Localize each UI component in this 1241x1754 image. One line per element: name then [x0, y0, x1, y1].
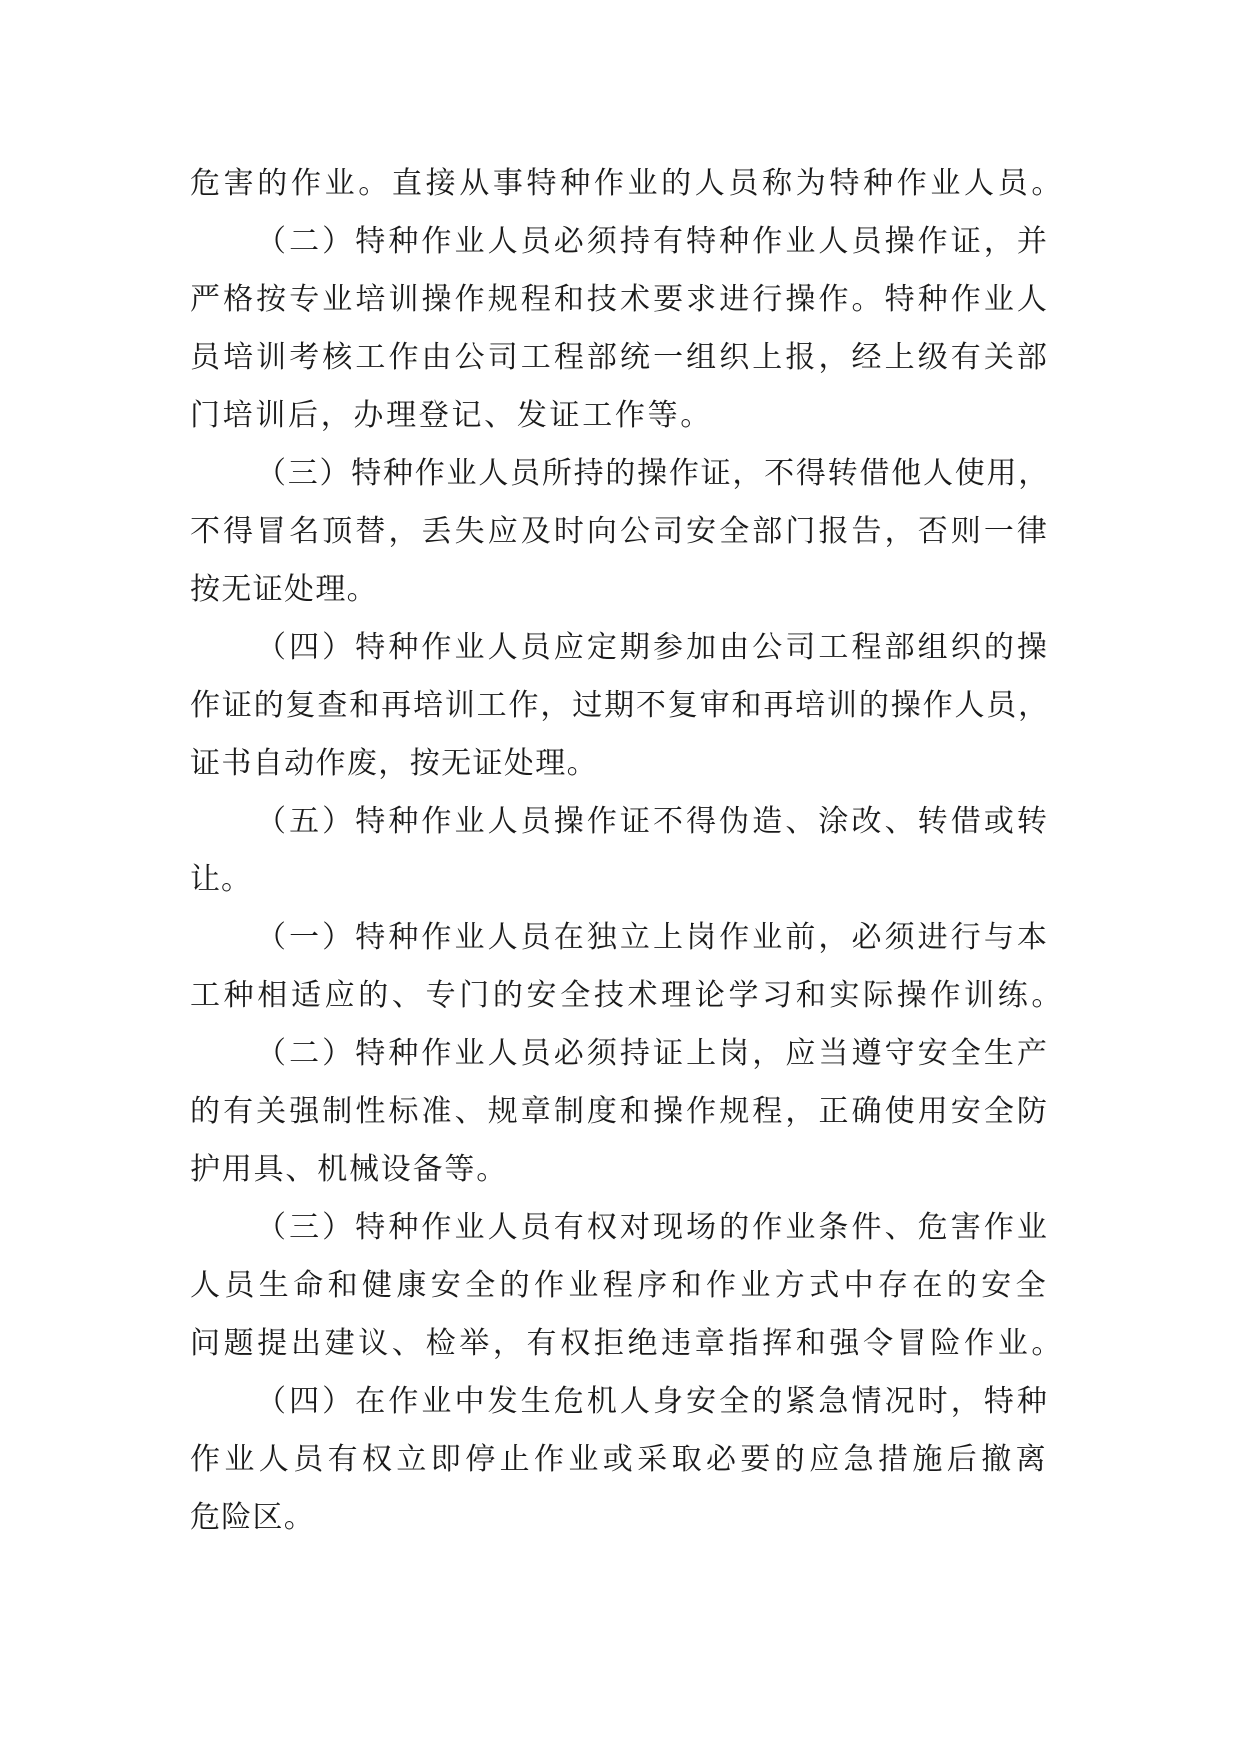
- line-text: （四）在作业中发生危机人身安全的紧急情况时，特种: [256, 1384, 1050, 1419]
- line-text: 工种相适应的、专门的安全技术理论学习和实际操作训练。: [190, 978, 1065, 1013]
- line-text: 问题提出建议、检举，有权拒绝违章指挥和强令冒险作业。: [190, 1326, 1065, 1361]
- text-line: [0, 1318, 1241, 1370]
- text-line: [0, 274, 1241, 326]
- text-line: [0, 216, 1241, 268]
- line-text: 作证的复查和再培训工作，过期不复审和再培训的操作人员，: [190, 688, 1050, 723]
- line-text: 的有关强制性标准、规章制度和操作规程，正确使用安全防: [190, 1094, 1050, 1129]
- line-text: 让。: [190, 862, 252, 897]
- text-line: [0, 970, 1241, 1022]
- text-line: [0, 390, 1241, 442]
- text-line: [0, 912, 1241, 964]
- text-line: [0, 854, 1241, 906]
- line-text: （三）特种作业人员所持的操作证，不得转借他人使用，: [256, 456, 1050, 491]
- text-line: [0, 1260, 1241, 1312]
- line-text: 危害的作业。直接从事特种作业的人员称为特种作业人员。: [190, 166, 1065, 201]
- line-text: 作业人员有权立即停止作业或采取必要的应急措施后撤离: [190, 1442, 1050, 1477]
- text-line: [0, 738, 1241, 790]
- line-text: 严格按专业培训操作规程和技术要求进行操作。特种作业人: [190, 282, 1050, 317]
- line-text: （四）特种作业人员应定期参加由公司工程部组织的操: [256, 630, 1050, 665]
- line-text: 护用具、机械设备等。: [190, 1152, 508, 1187]
- text-line: [0, 158, 1241, 210]
- line-text: 按无证处理。: [190, 572, 378, 607]
- line-text: （五）特种作业人员操作证不得伪造、涂改、转借或转: [256, 804, 1050, 839]
- line-text: （一）特种作业人员在独立上岗作业前，必须进行与本: [256, 920, 1050, 955]
- text-line: [0, 1376, 1241, 1428]
- line-text: 危险区。: [190, 1500, 315, 1535]
- text-line: [0, 796, 1241, 848]
- line-text: 不得冒名顶替，丢失应及时向公司安全部门报告，否则一律: [190, 514, 1050, 549]
- text-line: [0, 1434, 1241, 1486]
- text-line: [0, 1028, 1241, 1080]
- line-text: （三）特种作业人员有权对现场的作业条件、危害作业: [256, 1210, 1050, 1245]
- text-line: [0, 1492, 1241, 1544]
- text-line: [0, 1202, 1241, 1254]
- text-line: [0, 1086, 1241, 1138]
- line-text: （二）特种作业人员必须持有特种作业人员操作证，并: [256, 224, 1050, 259]
- line-text: 员培训考核工作由公司工程部统一组织上报，经上级有关部: [190, 340, 1050, 375]
- line-text: 证书自动作废，按无证处理。: [190, 746, 598, 781]
- text-line: [0, 332, 1241, 384]
- text-line: [0, 564, 1241, 616]
- text-line: [0, 622, 1241, 674]
- line-text: （二）特种作业人员必须持证上岗，应当遵守安全生产: [256, 1036, 1050, 1071]
- text-line: [0, 448, 1241, 500]
- text-line: [0, 680, 1241, 732]
- text-line: [0, 506, 1241, 558]
- line-text: 门培训后，办理登记、发证工作等。: [190, 398, 713, 433]
- line-text: 人员生命和健康安全的作业程序和作业方式中存在的安全: [190, 1268, 1050, 1303]
- text-line: [0, 1144, 1241, 1196]
